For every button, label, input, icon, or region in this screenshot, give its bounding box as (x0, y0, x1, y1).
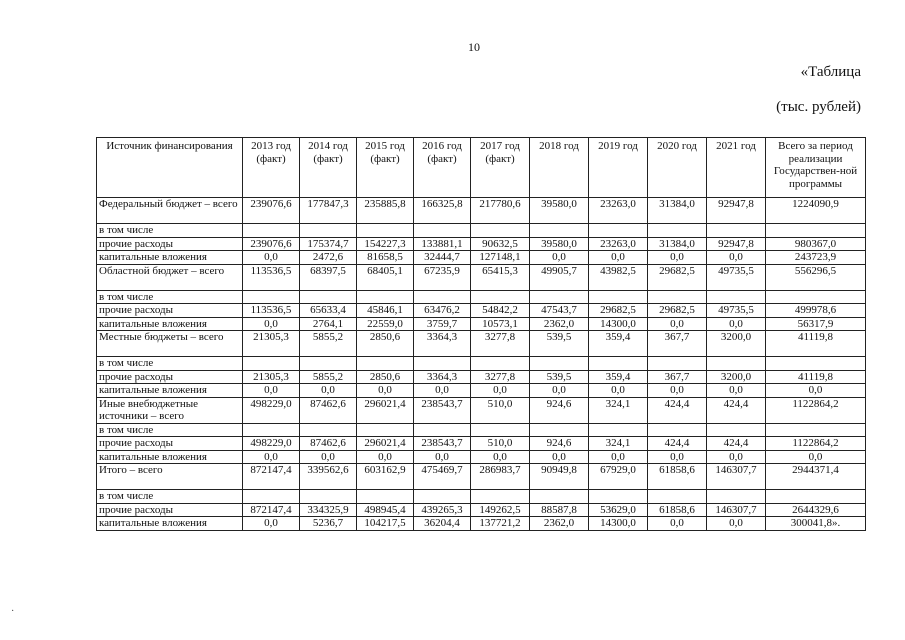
table-cell: 367,7 (648, 331, 707, 357)
table-caption: «Таблица (800, 64, 861, 80)
table-row (97, 264, 866, 290)
table-cell: 424,4 (707, 437, 766, 451)
table-cell: 2850,6 (357, 370, 414, 384)
table-cell: 166325,8 (414, 198, 471, 224)
table-row (97, 397, 866, 423)
table-cell (530, 290, 589, 304)
table-cell (648, 224, 707, 238)
table-cell (414, 357, 471, 371)
table-body (97, 198, 866, 531)
table-cell: 175374,7 (300, 237, 357, 251)
table-cell: 499978,6 (766, 304, 866, 318)
table-cell (648, 423, 707, 437)
table-cell: 2644329,6 (766, 503, 866, 517)
table-cell: 0,0 (589, 251, 648, 265)
table-cell: 0,0 (589, 384, 648, 398)
table-row (97, 384, 866, 398)
table-cell: 0,0 (648, 317, 707, 331)
table-cell: 3277,8 (471, 370, 530, 384)
table-cell: 0,0 (530, 450, 589, 464)
table-cell: 0,0 (766, 384, 866, 398)
table-cell: 41119,8 (766, 370, 866, 384)
table-cell: 39580,0 (530, 237, 589, 251)
table-cell: 49735,5 (707, 264, 766, 290)
table-cell: 498229,0 (243, 397, 300, 423)
table-cell: 2850,6 (357, 331, 414, 357)
table-cell: 0,0 (707, 517, 766, 531)
table-cell: 603162,9 (357, 464, 414, 490)
table-cell (471, 357, 530, 371)
table-cell (707, 357, 766, 371)
table-cell: 0,0 (707, 450, 766, 464)
table-row (97, 251, 866, 265)
financing-table (96, 137, 866, 531)
table-cell (707, 423, 766, 437)
table-cell: 424,4 (648, 437, 707, 451)
table-cell: 49735,5 (707, 304, 766, 318)
table-cell (589, 224, 648, 238)
table-cell: 924,6 (530, 397, 589, 423)
row-label: в том числе (97, 490, 243, 504)
table-cell: 0,0 (471, 450, 530, 464)
table-row (97, 198, 866, 224)
table-cell: 0,0 (471, 384, 530, 398)
row-label: капитальные вложения (97, 450, 243, 464)
table-cell: 0,0 (648, 384, 707, 398)
column-header-4: 2016 год (факт) (414, 138, 471, 198)
table-cell (766, 224, 866, 238)
table-cell (414, 490, 471, 504)
table-cell: 54842,2 (471, 304, 530, 318)
table-cell: 3364,3 (414, 331, 471, 357)
column-header-source: Источник финансирования (97, 138, 243, 198)
table-row (97, 317, 866, 331)
table-cell: 41119,8 (766, 331, 866, 357)
row-label: капитальные вложения (97, 317, 243, 331)
table-row (97, 517, 866, 531)
table-cell (530, 224, 589, 238)
table-cell: 1122864,2 (766, 397, 866, 423)
table-cell: 872147,4 (243, 464, 300, 490)
table-cell: 149262,5 (471, 503, 530, 517)
table-cell (300, 224, 357, 238)
table-row (97, 490, 866, 504)
table-cell: 2472,6 (300, 251, 357, 265)
row-label: прочие расходы (97, 237, 243, 251)
table-cell: 0,0 (357, 384, 414, 398)
table-cell: 23263,0 (589, 237, 648, 251)
table-cell (589, 357, 648, 371)
table-cell: 65415,3 (471, 264, 530, 290)
table-cell (243, 423, 300, 437)
table-cell: 32444,7 (414, 251, 471, 265)
table-cell: 510,0 (471, 397, 530, 423)
table-cell (357, 490, 414, 504)
row-label: прочие расходы (97, 437, 243, 451)
table-cell: 3759,7 (414, 317, 471, 331)
table-cell: 300041,8». (766, 517, 866, 531)
table-cell: 113536,5 (243, 264, 300, 290)
table-cell (707, 290, 766, 304)
table-cell: 235885,8 (357, 198, 414, 224)
table-cell (243, 290, 300, 304)
table-cell: 359,4 (589, 370, 648, 384)
table-cell: 39580,0 (530, 198, 589, 224)
table-cell (357, 357, 414, 371)
table-cell (707, 490, 766, 504)
row-label: Областной бюджет – всего (97, 264, 243, 290)
table-cell: 154227,3 (357, 237, 414, 251)
table-cell: 0,0 (707, 317, 766, 331)
table-cell: 0,0 (707, 251, 766, 265)
row-label: в том числе (97, 224, 243, 238)
table-cell: 53629,0 (589, 503, 648, 517)
row-label: капитальные вложения (97, 384, 243, 398)
table-cell: 0,0 (589, 450, 648, 464)
table-cell: 127148,1 (471, 251, 530, 265)
table-cell: 2944371,4 (766, 464, 866, 490)
table-cell: 324,1 (589, 397, 648, 423)
table-cell: 3277,8 (471, 331, 530, 357)
table-cell: 5855,2 (300, 331, 357, 357)
column-header-10: Всего за период реализации Государствен-ной программы (766, 138, 866, 198)
table-cell: 45846,1 (357, 304, 414, 318)
table-cell: 980367,0 (766, 237, 866, 251)
table-cell: 424,4 (648, 397, 707, 423)
table-cell: 339562,6 (300, 464, 357, 490)
table-row (97, 464, 866, 490)
financing-table-container (96, 137, 865, 531)
table-cell (530, 490, 589, 504)
column-header-2: 2014 год (факт) (300, 138, 357, 198)
table-cell: 68405,1 (357, 264, 414, 290)
table-cell: 90632,5 (471, 237, 530, 251)
table-cell: 133881,1 (414, 237, 471, 251)
column-header-5: 2017 год (факт) (471, 138, 530, 198)
table-cell: 43982,5 (589, 264, 648, 290)
table-cell: 510,0 (471, 437, 530, 451)
table-cell: 61858,6 (648, 464, 707, 490)
table-cell: 239076,6 (243, 198, 300, 224)
table-cell: 238543,7 (414, 397, 471, 423)
table-row (97, 423, 866, 437)
table-cell: 424,4 (707, 397, 766, 423)
table-cell: 5855,2 (300, 370, 357, 384)
table-cell: 92947,8 (707, 198, 766, 224)
table-cell (357, 423, 414, 437)
units-caption: (тыс. рублей) (776, 99, 861, 115)
table-cell (648, 357, 707, 371)
table-cell: 0,0 (530, 384, 589, 398)
table-cell: 2764,1 (300, 317, 357, 331)
table-cell: 49905,7 (530, 264, 589, 290)
row-label: прочие расходы (97, 304, 243, 318)
table-cell (414, 224, 471, 238)
table-cell: 217780,6 (471, 198, 530, 224)
table-cell: 0,0 (414, 450, 471, 464)
table-cell: 1122864,2 (766, 437, 866, 451)
table-cell: 334325,9 (300, 503, 357, 517)
table-cell (243, 357, 300, 371)
table-cell: 5236,7 (300, 517, 357, 531)
table-cell: 29682,5 (648, 264, 707, 290)
table-cell (300, 490, 357, 504)
table-row (97, 450, 866, 464)
table-cell: 872147,4 (243, 503, 300, 517)
table-cell: 63476,2 (414, 304, 471, 318)
column-header-1: 2013 год (факт) (243, 138, 300, 198)
table-cell: 36204,4 (414, 517, 471, 531)
row-label: Иные внебюджетные источники – всего (97, 397, 243, 423)
table-cell: 539,5 (530, 331, 589, 357)
table-cell: 146307,7 (707, 503, 766, 517)
table-cell: 1224090,9 (766, 198, 866, 224)
table-cell (589, 290, 648, 304)
row-label: в том числе (97, 290, 243, 304)
table-cell: 104217,5 (357, 517, 414, 531)
column-header-3: 2015 год (факт) (357, 138, 414, 198)
table-cell (357, 290, 414, 304)
table-cell: 0,0 (243, 450, 300, 464)
table-cell: 0,0 (414, 384, 471, 398)
table-cell: 67929,0 (589, 464, 648, 490)
margin-mark: · (11, 606, 15, 617)
table-cell: 22559,0 (357, 317, 414, 331)
row-label: Местные бюджеты – всего (97, 331, 243, 357)
table-cell (589, 423, 648, 437)
table-cell (707, 224, 766, 238)
table-cell: 498945,4 (357, 503, 414, 517)
table-cell: 137721,2 (471, 517, 530, 531)
column-header-6: 2018 год (530, 138, 589, 198)
table-cell: 87462,6 (300, 437, 357, 451)
table-cell (766, 490, 866, 504)
table-cell (589, 490, 648, 504)
table-cell: 31384,0 (648, 237, 707, 251)
table-cell (300, 423, 357, 437)
table-cell: 29682,5 (589, 304, 648, 318)
column-header-8: 2020 год (648, 138, 707, 198)
table-cell (243, 224, 300, 238)
table-cell (530, 357, 589, 371)
table-cell (471, 290, 530, 304)
table-row (97, 224, 866, 238)
table-cell (471, 490, 530, 504)
table-cell: 61858,6 (648, 503, 707, 517)
table-cell: 87462,6 (300, 397, 357, 423)
table-row (97, 503, 866, 517)
table-cell: 21305,3 (243, 331, 300, 357)
table-cell: 146307,7 (707, 464, 766, 490)
table-cell: 0,0 (766, 450, 866, 464)
table-cell: 90949,8 (530, 464, 589, 490)
table-cell: 23263,0 (589, 198, 648, 224)
table-cell (300, 290, 357, 304)
row-label: в том числе (97, 423, 243, 437)
table-cell (243, 490, 300, 504)
table-cell: 67235,9 (414, 264, 471, 290)
table-cell: 296021,4 (357, 437, 414, 451)
table-row (97, 437, 866, 451)
table-cell (766, 290, 866, 304)
row-label: капитальные вложения (97, 517, 243, 531)
page-number: 10 (468, 40, 480, 54)
table-row (97, 290, 866, 304)
table-cell: 0,0 (300, 384, 357, 398)
table-cell (471, 423, 530, 437)
table-cell: 3200,0 (707, 331, 766, 357)
table-cell: 14300,0 (589, 517, 648, 531)
table-cell: 0,0 (530, 251, 589, 265)
table-cell: 439265,3 (414, 503, 471, 517)
table-cell: 296021,4 (357, 397, 414, 423)
table-cell: 31384,0 (648, 198, 707, 224)
table-cell: 238543,7 (414, 437, 471, 451)
row-label: капитальные вложения (97, 251, 243, 265)
table-cell: 0,0 (243, 251, 300, 265)
table-cell: 0,0 (243, 317, 300, 331)
table-cell: 0,0 (243, 384, 300, 398)
column-header-9: 2021 год (707, 138, 766, 198)
table-cell (530, 423, 589, 437)
table-cell: 239076,6 (243, 237, 300, 251)
table-cell: 3364,3 (414, 370, 471, 384)
table-cell (414, 290, 471, 304)
table-cell: 0,0 (300, 450, 357, 464)
table-cell: 88587,8 (530, 503, 589, 517)
table-cell (766, 357, 866, 371)
table-row (97, 331, 866, 357)
table-cell: 243723,9 (766, 251, 866, 265)
table-cell: 367,7 (648, 370, 707, 384)
table-row (97, 237, 866, 251)
table-cell: 2362,0 (530, 317, 589, 331)
table-cell: 475469,7 (414, 464, 471, 490)
table-cell: 81658,5 (357, 251, 414, 265)
row-label: прочие расходы (97, 370, 243, 384)
table-cell: 924,6 (530, 437, 589, 451)
table-cell: 10573,1 (471, 317, 530, 331)
table-cell (357, 224, 414, 238)
column-header-7: 2019 год (589, 138, 648, 198)
table-cell: 0,0 (243, 517, 300, 531)
table-cell: 29682,5 (648, 304, 707, 318)
table-cell (471, 224, 530, 238)
table-cell: 0,0 (707, 384, 766, 398)
table-cell: 324,1 (589, 437, 648, 451)
table-row (97, 304, 866, 318)
table-cell (414, 423, 471, 437)
table-row (97, 370, 866, 384)
table-cell: 3200,0 (707, 370, 766, 384)
table-cell: 177847,3 (300, 198, 357, 224)
table-cell: 47543,7 (530, 304, 589, 318)
row-label: Федеральный бюджет – всего (97, 198, 243, 224)
row-label: прочие расходы (97, 503, 243, 517)
table-cell: 65633,4 (300, 304, 357, 318)
table-cell: 0,0 (648, 251, 707, 265)
table-cell: 286983,7 (471, 464, 530, 490)
table-cell (648, 290, 707, 304)
table-cell: 14300,0 (589, 317, 648, 331)
table-cell: 68397,5 (300, 264, 357, 290)
table-cell: 2362,0 (530, 517, 589, 531)
table-header-row (97, 138, 866, 198)
row-label: Итого – всего (97, 464, 243, 490)
row-label: в том числе (97, 357, 243, 371)
table-cell: 56317,9 (766, 317, 866, 331)
table-cell: 0,0 (357, 450, 414, 464)
table-cell: 498229,0 (243, 437, 300, 451)
table-cell: 0,0 (648, 517, 707, 531)
table-row (97, 357, 866, 371)
table-cell (766, 423, 866, 437)
table-cell (648, 490, 707, 504)
table-cell: 0,0 (648, 450, 707, 464)
table-cell: 92947,8 (707, 237, 766, 251)
table-cell: 113536,5 (243, 304, 300, 318)
table-cell (300, 357, 357, 371)
table-cell: 539,5 (530, 370, 589, 384)
table-cell: 21305,3 (243, 370, 300, 384)
table-cell: 359,4 (589, 331, 648, 357)
table-cell: 556296,5 (766, 264, 866, 290)
